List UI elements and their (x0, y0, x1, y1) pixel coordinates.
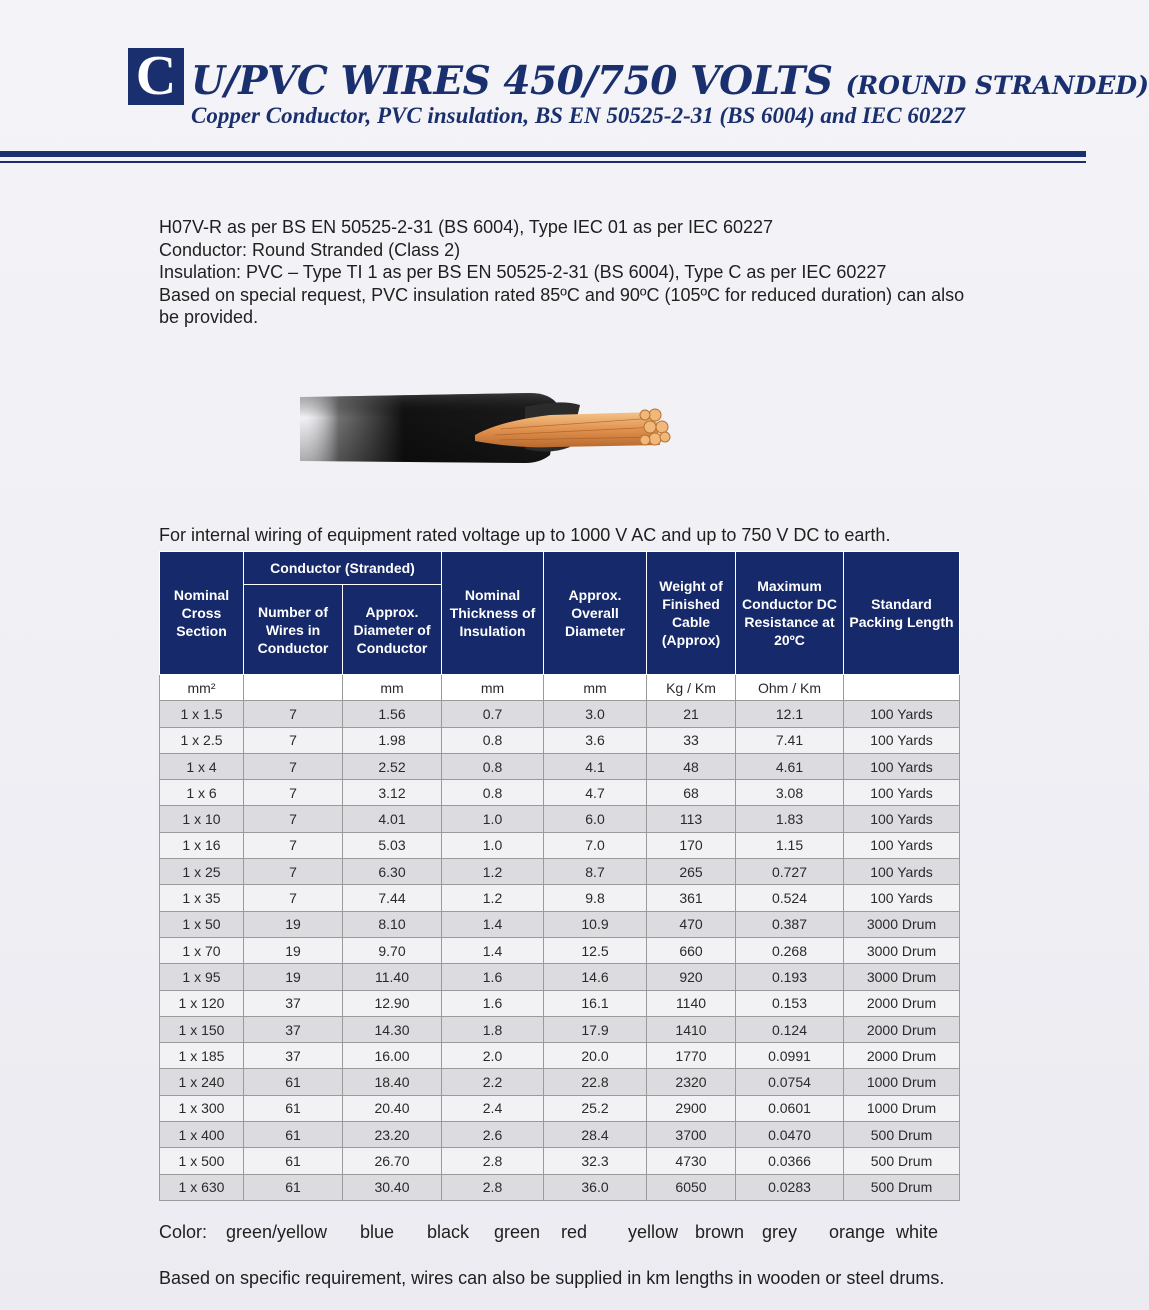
table-cell: 0.8 (442, 780, 544, 806)
table-cell: 100 Yards (844, 885, 960, 911)
table-cell: 19 (244, 911, 343, 937)
table-cell: 12.90 (343, 990, 442, 1016)
table-cell: 100 Yards (844, 806, 960, 832)
table-cell: 0.524 (736, 885, 844, 911)
color-item: white (896, 1222, 939, 1242)
table-cell: 19 (244, 964, 343, 990)
table-row (160, 1095, 960, 1121)
table-cell: 1770 (647, 1043, 736, 1069)
table-cell: 0.0754 (736, 1069, 844, 1095)
table-row (160, 727, 960, 753)
table-row (160, 859, 960, 885)
table-cell: 61 (244, 1148, 343, 1174)
header-weight: Weight of Finished Cable (Approx) (647, 552, 736, 675)
table-cell: 100 Yards (844, 780, 960, 806)
table-cell: 4.01 (343, 806, 442, 832)
table-cell: 26.70 (343, 1148, 442, 1174)
table-cell: 7 (244, 753, 343, 779)
table-cell: 100 Yards (844, 701, 960, 727)
table-cell: 500 Drum (844, 1148, 960, 1174)
unit-cell (244, 675, 343, 701)
table-cell: 2900 (647, 1095, 736, 1121)
table-cell: 1.6 (442, 964, 544, 990)
table-cell: 48 (647, 753, 736, 779)
table-cell: 0.8 (442, 753, 544, 779)
table-cell: 1 x 6 (160, 780, 244, 806)
table-cell: 1.6 (442, 990, 544, 1016)
table-row (160, 832, 960, 858)
color-item: black (427, 1222, 470, 1242)
strand-end (660, 432, 670, 442)
page-header (0, 0, 1149, 170)
color-item: blue (360, 1222, 395, 1242)
spec-line: Based on special request, PVC insulation rated 85ºC and 90ºC (105ºC for reduced duration) can also (159, 284, 965, 305)
table-cell: 100 Yards (844, 859, 960, 885)
table-cell: 7.44 (343, 885, 442, 911)
table-body (160, 675, 960, 1201)
table-cell: 12.5 (544, 937, 647, 963)
table-cell: 20.0 (544, 1043, 647, 1069)
table-cell: 2.52 (343, 753, 442, 779)
header-conductor-group: Conductor (Stranded) (244, 552, 442, 585)
table-cell: 17.9 (544, 1016, 647, 1042)
table-cell: 7 (244, 832, 343, 858)
table-cell: 6050 (647, 1174, 736, 1200)
color-item: green/yellow (226, 1222, 328, 1242)
table-cell: 1.56 (343, 701, 442, 727)
table-cell: 1.15 (736, 832, 844, 858)
color-item: grey (762, 1222, 798, 1242)
table-cell: 9.70 (343, 937, 442, 963)
unit-cell: mm (343, 675, 442, 701)
header-rule-thick (0, 151, 1086, 157)
spec-line: H07V-R as per BS EN 50525-2-31 (BS 6004), Type IEC 01 as per IEC 60227 (159, 217, 774, 237)
table-cell: 3.12 (343, 780, 442, 806)
table-cell: 5.03 (343, 832, 442, 858)
table-cell: 920 (647, 964, 736, 990)
table-cell: 1.4 (442, 937, 544, 963)
table-cell: 25.2 (544, 1095, 647, 1121)
table-cell: 3000 Drum (844, 964, 960, 990)
header-packing: Standard Packing Length (844, 552, 960, 675)
table-cell: 37 (244, 990, 343, 1016)
header-resistance: Maximum Conductor DC Resistance at 20ºC (736, 552, 844, 675)
table-cell: 1.98 (343, 727, 442, 753)
table-cell: 3000 Drum (844, 937, 960, 963)
table-cell: 23.20 (343, 1122, 442, 1148)
header-overall-diameter: Approx. Overall Diameter (544, 552, 647, 675)
table-cell: 2.8 (442, 1174, 544, 1200)
table-cell: 1.2 (442, 859, 544, 885)
title-main: U/PVC WIRES 450/750 VOLTS (191, 58, 833, 104)
spec-line: be provided. (159, 307, 259, 327)
table-cell: 1.2 (442, 885, 544, 911)
table-cell: 1 x 150 (160, 1016, 244, 1042)
table-row (160, 1016, 960, 1042)
strand-end (640, 435, 650, 445)
table-cell: 61 (244, 1095, 343, 1121)
table-cell: 1 x 4 (160, 753, 244, 779)
table-cell: 1 x 400 (160, 1122, 244, 1148)
units-row (160, 675, 960, 701)
table-cell: 21 (647, 701, 736, 727)
table-cell: 0.8 (442, 727, 544, 753)
table-row (160, 964, 960, 990)
table-cell: 7 (244, 701, 343, 727)
table-cell: 2.2 (442, 1069, 544, 1095)
table-cell: 1 x 2.5 (160, 727, 244, 753)
table-cell: 1140 (647, 990, 736, 1016)
table-row (160, 885, 960, 911)
page-subtitle: Copper Conductor, PVC insulation, BS EN 50525-2-31 (BS 6004) and IEC 60227 (191, 103, 965, 128)
table-cell: 4730 (647, 1148, 736, 1174)
table-cell: 1 x 70 (160, 937, 244, 963)
table-cell: 7 (244, 859, 343, 885)
table-cell: 16.00 (343, 1043, 442, 1069)
table-cell: 1 x 35 (160, 885, 244, 911)
table-cell: 0.193 (736, 964, 844, 990)
table-cell: 660 (647, 937, 736, 963)
table-cell: 36.0 (544, 1174, 647, 1200)
table-cell: 6.30 (343, 859, 442, 885)
table-cell: 100 Yards (844, 832, 960, 858)
table-cell: 0.0601 (736, 1095, 844, 1121)
cable-illustration (300, 385, 680, 475)
spec-line: Conductor: Round Stranded (Class 2) (159, 239, 461, 260)
table-cell: 500 Drum (844, 1122, 960, 1148)
table-cell: 11.40 (343, 964, 442, 990)
table-row (160, 780, 960, 806)
color-item: brown (695, 1222, 745, 1242)
table-cell: 14.6 (544, 964, 647, 990)
table-cell: 1 x 16 (160, 832, 244, 858)
table-cell: 1 x 120 (160, 990, 244, 1016)
color-item: red (561, 1222, 588, 1242)
table-cell: 1 x 185 (160, 1043, 244, 1069)
unit-cell: Ohm / Km (736, 675, 844, 701)
table-cell: 12.1 (736, 701, 844, 727)
table-cell: 7.0 (544, 832, 647, 858)
table-cell: 33 (647, 727, 736, 753)
table-cell: 0.7 (442, 701, 544, 727)
table-cell: 6.0 (544, 806, 647, 832)
wire-spec-table (159, 551, 960, 1201)
table-row (160, 990, 960, 1016)
table-cell: 0.0991 (736, 1043, 844, 1069)
table-cell: 100 Yards (844, 727, 960, 753)
table-cell: 0.0283 (736, 1174, 844, 1200)
table-row (160, 753, 960, 779)
table-cell: 170 (647, 832, 736, 858)
unit-cell: mm (544, 675, 647, 701)
table-cell: 1.4 (442, 911, 544, 937)
table-cell: 37 (244, 1043, 343, 1069)
table-cell: 1000 Drum (844, 1095, 960, 1121)
table-cell: 1.8 (442, 1016, 544, 1042)
unit-cell: mm (442, 675, 544, 701)
table-cell: 3700 (647, 1122, 736, 1148)
table-cell: 1 x 95 (160, 964, 244, 990)
table-cell: 1.0 (442, 806, 544, 832)
table-cell: 113 (647, 806, 736, 832)
table-cell: 8.7 (544, 859, 647, 885)
table-row (160, 806, 960, 832)
table-row (160, 1174, 960, 1200)
table-row (160, 1043, 960, 1069)
table-cell: 68 (647, 780, 736, 806)
table-cell: 8.10 (343, 911, 442, 937)
table-row (160, 911, 960, 937)
table-cell: 61 (244, 1122, 343, 1148)
table-cell: 1410 (647, 1016, 736, 1042)
table-cell: 20.40 (343, 1095, 442, 1121)
table-cell: 2320 (647, 1069, 736, 1095)
header-wires: Number of Wires in Conductor (244, 585, 343, 675)
table-cell: 1 x 10 (160, 806, 244, 832)
table-cell: 470 (647, 911, 736, 937)
table-cell: 61 (244, 1069, 343, 1095)
table-cell: 16.1 (544, 990, 647, 1016)
table-cell: 18.40 (343, 1069, 442, 1095)
table-cell: 0.0470 (736, 1122, 844, 1148)
table-cell: 1 x 500 (160, 1148, 244, 1174)
table-cell: 1 x 1.5 (160, 701, 244, 727)
table-row (160, 937, 960, 963)
header-thickness: Nominal Thickness of Insulation (442, 552, 544, 675)
color-item: orange (829, 1222, 886, 1242)
table-cell: 1 x 25 (160, 859, 244, 885)
unit-cell: Kg / Km (647, 675, 736, 701)
strand-end (649, 433, 661, 445)
spec-line: Insulation: PVC – Type TI 1 as per BS EN 50525-2-31 (BS 6004), Type C as per IEC 60227 (159, 262, 887, 282)
table-cell: 361 (647, 885, 736, 911)
strand-end (649, 409, 661, 421)
table-cell: 7 (244, 806, 343, 832)
table-cell: 1.0 (442, 832, 544, 858)
header-rule-thin (0, 161, 1086, 163)
table-cell: 3.6 (544, 727, 647, 753)
table-row (160, 1148, 960, 1174)
table-cell: 2.6 (442, 1122, 544, 1148)
color-item: green (494, 1222, 541, 1242)
table-row (160, 701, 960, 727)
table-cell: 3.08 (736, 780, 844, 806)
table-cell: 0.153 (736, 990, 844, 1016)
table-cell: 7 (244, 727, 343, 753)
table-cell: 22.8 (544, 1069, 647, 1095)
table-cell: 10.9 (544, 911, 647, 937)
color-item: yellow (628, 1222, 679, 1242)
table-cell: 100 Yards (844, 753, 960, 779)
header-diameter: Approx. Diameter of Conductor (343, 585, 442, 675)
table-cell: 1000 Drum (844, 1069, 960, 1095)
table-cell: 500 Drum (844, 1174, 960, 1200)
strand-end (656, 421, 668, 433)
table-cell: 61 (244, 1174, 343, 1200)
intro-text: For internal wiring of equipment rated voltage up to 1000 V AC and up to 750 V DC to earth. (159, 525, 891, 545)
table-cell: 4.61 (736, 753, 844, 779)
logo-letter: C (128, 48, 184, 105)
table-cell: 28.4 (544, 1122, 647, 1148)
table-cell: 1 x 240 (160, 1069, 244, 1095)
table-cell: 2.8 (442, 1148, 544, 1174)
table-cell: 4.1 (544, 753, 647, 779)
footer-note: Based on specific requirement, wires can also be supplied in km lengths in wooden or steel drums. (159, 1268, 945, 1288)
table-cell: 30.40 (343, 1174, 442, 1200)
table-cell: 0.727 (736, 859, 844, 885)
table-cell: 1.83 (736, 806, 844, 832)
strand-end (644, 421, 656, 433)
table-cell: 37 (244, 1016, 343, 1042)
table-cell: 0.124 (736, 1016, 844, 1042)
color-label: Color: (159, 1222, 208, 1242)
table-cell: 0.387 (736, 911, 844, 937)
table-cell: 2000 Drum (844, 990, 960, 1016)
table-cell: 19 (244, 937, 343, 963)
table-cell: 14.30 (343, 1016, 442, 1042)
table-cell: 0.268 (736, 937, 844, 963)
table-cell: 1 x 300 (160, 1095, 244, 1121)
table-cell: 3000 Drum (844, 911, 960, 937)
unit-cell (844, 675, 960, 701)
table-cell: 2000 Drum (844, 1043, 960, 1069)
table-cell: 2000 Drum (844, 1016, 960, 1042)
table-cell: 7.41 (736, 727, 844, 753)
table-cell: 4.7 (544, 780, 647, 806)
table-cell: 9.8 (544, 885, 647, 911)
table-row (160, 1069, 960, 1095)
table-cell: 2.4 (442, 1095, 544, 1121)
unit-cell: mm² (160, 675, 244, 701)
header-cross-section: Nominal Cross Section (160, 552, 244, 675)
table-cell: 2.0 (442, 1043, 544, 1069)
table-cell: 0.0366 (736, 1148, 844, 1174)
table-cell: 3.0 (544, 701, 647, 727)
table-cell: 7 (244, 885, 343, 911)
table-cell: 1 x 630 (160, 1174, 244, 1200)
table-cell: 7 (244, 780, 343, 806)
table-row (160, 1122, 960, 1148)
strand-end (640, 410, 650, 420)
spec-block (159, 216, 1019, 329)
table-cell: 265 (647, 859, 736, 885)
table-cell: 1 x 50 (160, 911, 244, 937)
table-cell: 32.3 (544, 1148, 647, 1174)
title-suffix: (ROUND STRANDED) (845, 71, 1149, 100)
